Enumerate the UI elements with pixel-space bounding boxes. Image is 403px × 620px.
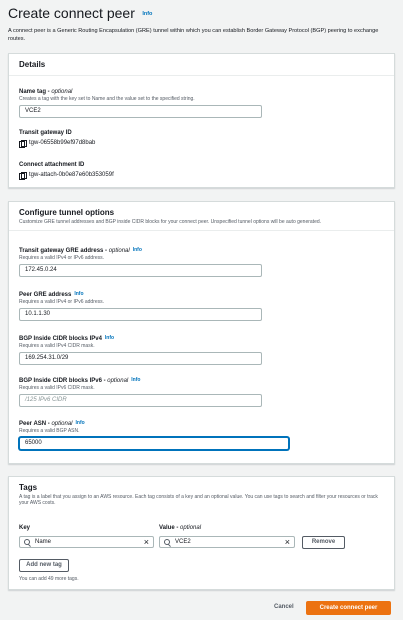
tag-value-label: Value - optional [159, 525, 202, 531]
peer-asn-input[interactable]: 65000 [19, 437, 289, 450]
cancel-button[interactable]: Cancel [274, 604, 294, 610]
name-tag-label: Name tag - optional [19, 89, 73, 95]
search-icon [24, 539, 31, 546]
peer-asn-info-link[interactable]: Info [75, 420, 85, 426]
peer-asn-label: Peer ASN - optional Info [19, 420, 85, 428]
tags-panel [8, 476, 395, 590]
transit-gateway-value: tgw-06558b99ef97d8bab [19, 139, 95, 147]
bgp-ipv6-field [19, 377, 262, 407]
transit-gateway-label: Transit gateway ID [19, 130, 72, 136]
copy-icon[interactable] [19, 140, 26, 147]
tag-key-label: Key [19, 525, 31, 531]
tgw-gre-field [19, 247, 262, 277]
tags-title: Tags [19, 483, 38, 492]
clear-icon[interactable]: × [284, 536, 290, 547]
connect-attachment-value: tgw-attach-0b0e87e60b353059f [19, 171, 114, 179]
details-title: Details [19, 60, 46, 69]
bgp-ipv6-info-link[interactable]: Info [131, 377, 141, 383]
name-tag-field [19, 89, 262, 118]
details-header [9, 54, 394, 76]
tgw-gre-info-link[interactable]: Info [132, 247, 142, 253]
tunnel-options-panel [8, 201, 395, 464]
peer-gre-label: Peer GRE address Info [19, 291, 84, 299]
clear-icon[interactable]: × [143, 536, 149, 547]
connect-attachment-field [19, 162, 114, 179]
details-panel [8, 53, 395, 188]
name-tag-input[interactable]: VCE2 [19, 105, 262, 118]
peer-gre-input[interactable]: 10.1.1.30 [19, 308, 262, 321]
tgw-gre-hint: Requires a valid IPv4 or IPv6 address. [19, 255, 105, 262]
peer-gre-hint: Requires a valid IPv4 or IPv6 address. [19, 299, 105, 306]
transit-gateway-field [19, 130, 95, 147]
bgp-ipv4-label: BGP Inside CIDR blocks IPv4 Info [19, 335, 115, 343]
tgw-gre-input[interactable]: 172.45.0.24 [19, 264, 262, 277]
tags-header [9, 477, 394, 511]
tags-remaining: You can add 49 more tags. [19, 576, 79, 582]
name-tag-hint: Creates a tag with the key set to Name and the value set to the specified string. [19, 96, 195, 102]
bgp-ipv6-hint: Requires a valid IPv6 CIDR mask. [19, 385, 95, 392]
tags-description: A tag is a label that you assign to an AWS resource. Each tag consists of a key and an optional value. You can use tags to search and filter your resources or track your AWS costs. [19, 494, 378, 506]
peer-asn-field [19, 420, 289, 450]
page-header [8, 4, 398, 43]
bgp-ipv4-field [19, 335, 262, 365]
tag-key-input[interactable]: Name × [19, 536, 154, 548]
bgp-ipv4-hint: Requires a valid IPv4 CIDR mask. [19, 343, 95, 350]
create-connect-peer-button[interactable]: Create connect peer [306, 601, 391, 615]
tunnel-options-title: Configure tunnel options [19, 208, 115, 217]
remove-tag-button[interactable]: Remove [302, 536, 345, 549]
copy-icon[interactable] [19, 172, 26, 179]
bgp-ipv4-info-link[interactable]: Info [104, 335, 115, 341]
page-description: A connect peer is a Generic Routing Encapsulation (GRE) tunnel within which you can establish Border Gateway Protocol (BGP) peering to exchange routes. [8, 28, 379, 42]
bgp-ipv4-input[interactable]: 169.254.31.0/29 [19, 352, 262, 365]
connect-attachment-label: Connect attachment ID [19, 162, 85, 168]
search-icon [164, 539, 171, 546]
tunnel-options-description: Customize GRE tunnel addresses and BGP inside CIDR blocks for your connect peer. Unspecified tunnel options will be auto generated. [19, 219, 322, 225]
page-title: Create connect peer [8, 5, 135, 21]
peer-asn-hint: Requires a valid BGP ASN. [19, 428, 80, 435]
page-info-link[interactable]: Info [142, 10, 153, 17]
tgw-gre-label: Transit gateway GRE address - optional Info [19, 247, 142, 255]
tag-value-input[interactable]: VCE2 × [159, 536, 295, 548]
peer-gre-field [19, 291, 262, 321]
bgp-ipv6-input[interactable]: /125 IPv6 CIDR [19, 394, 262, 407]
bgp-ipv6-label: BGP Inside CIDR blocks IPv6 - optional Info [19, 377, 141, 385]
add-tag-button[interactable]: Add new tag [19, 559, 69, 572]
peer-gre-info-link[interactable]: Info [74, 291, 84, 297]
tunnel-options-header [9, 202, 394, 231]
